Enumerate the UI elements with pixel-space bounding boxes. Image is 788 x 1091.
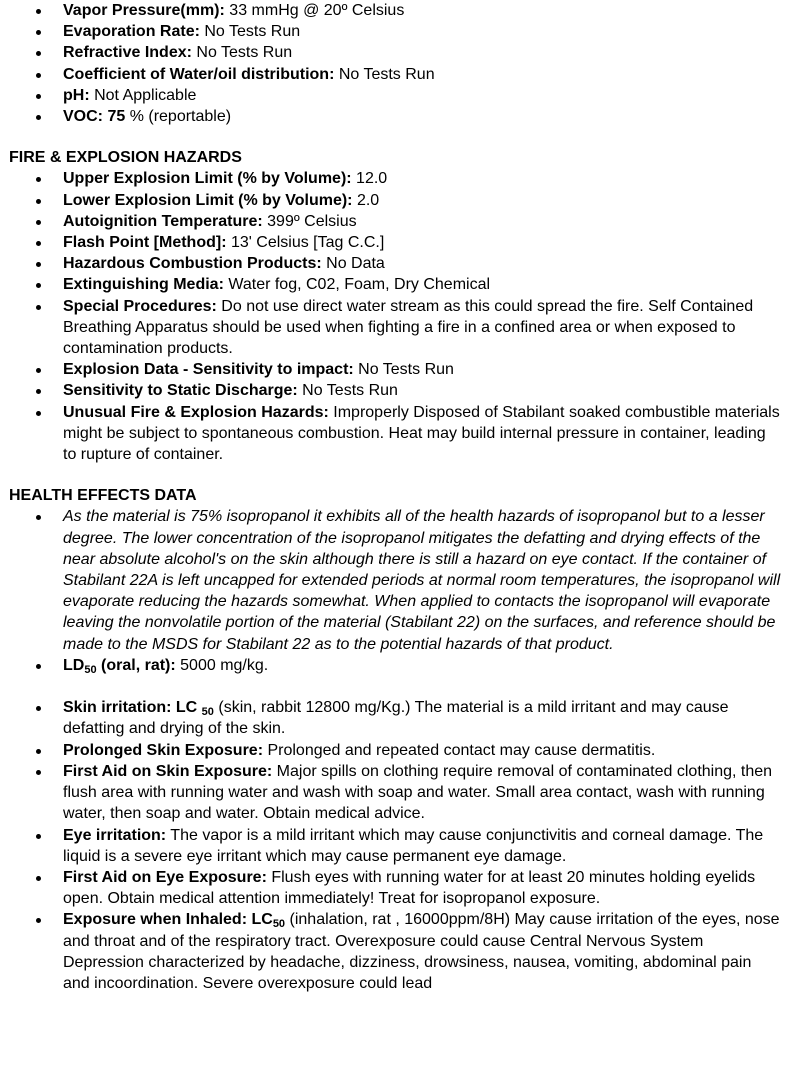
- bullet-icon: [36, 515, 41, 520]
- bullet-icon: [36, 770, 41, 775]
- bullet-icon: [36, 876, 41, 881]
- list-item: Autoignition Temperature: 399º Celsius: [0, 211, 788, 232]
- list-item: First Aid on Skin Exposure: Major spills on clothing require removal of contaminated clothing, then flush area with running water and wash with soap and water. Small area contact, wash with running water, then soap and water. Obtain medical advice.: [0, 761, 788, 825]
- list-item: Sensitivity to Static Discharge: No Tests Run: [0, 380, 788, 401]
- bullet-icon: [36, 199, 41, 204]
- fire-hazards-list: [0, 168, 788, 465]
- physical-properties-list: [0, 0, 788, 127]
- list-item: Vapor Pressure(mm): 33 mmHg @ 20º Celsius: [0, 0, 788, 21]
- bullet-icon: [36, 177, 41, 182]
- bullet-icon: [36, 368, 41, 373]
- section-heading-fire: FIRE & EXPLOSION HAZARDS: [9, 149, 242, 167]
- list-item: Eye irritation: The vapor is a mild irritant which may cause conjunctivitis and corneal damage. The liquid is a severe eye irritant which may cause permanent eye damage.: [0, 825, 788, 867]
- bullet-icon: [36, 749, 41, 754]
- list-item: pH: Not Applicable: [0, 85, 788, 106]
- list-item: Extinguishing Media: Water fog, C02, Foam, Dry Chemical: [0, 274, 788, 295]
- list-item: Prolonged Skin Exposure: Prolonged and repeated contact may cause dermatitis.: [0, 740, 788, 761]
- bullet-icon: [36, 51, 41, 56]
- bullet-icon: [36, 73, 41, 78]
- list-item: Hazardous Combustion Products: No Data: [0, 253, 788, 274]
- list-item: Lower Explosion Limit (% by Volume): 2.0: [0, 190, 788, 211]
- health-effects-list: [0, 506, 788, 994]
- list-item: $LD_{50}$ (oral, rat): 5000 mg/kg.: [0, 655, 788, 676]
- bullet-icon: [36, 305, 41, 310]
- list-item: Evaporation Rate: No Tests Run: [0, 21, 788, 42]
- bullet-icon: [36, 834, 41, 839]
- list-item: Exposure when Inhaled: $LC_{50}$ (inhalation, rat , 16000ppm/8H) May cause irritation of the eyes, nose and throat and of the respiratory tract. Overexposure could cause Central Nervous System Depression characterized by headache, dizziness, drowsiness, nausea, vomiting, abdominal pain and incoordination. Severe overexposure could lead: [0, 909, 788, 994]
- bullet-icon: [36, 115, 41, 120]
- list-item: Flash Point [Method]: 13' Celsius [Tag C.C.]: [0, 232, 788, 253]
- section-heading-health: HEALTH EFFECTS DATA: [9, 487, 197, 505]
- list-item: First Aid on Eye Exposure: Flush eyes with running water for at least 20 minutes holding eyelids open. Obtain medical attention immediately! Treat for isopropanol exposure.: [0, 867, 788, 909]
- bullet-icon: [36, 262, 41, 267]
- bullet-icon: [36, 94, 41, 99]
- bullet-icon: [36, 283, 41, 288]
- bullet-icon: [36, 664, 41, 669]
- bullet-icon: [36, 30, 41, 35]
- bullet-icon: [36, 389, 41, 394]
- bullet-icon: [36, 241, 41, 246]
- list-item: Skin irritation: LC $_{50}$ (skin, rabbit 12800 mg/Kg.) The material is a mild irritant and may cause defatting and drying of the skin.: [0, 697, 788, 739]
- list-item: As the material is 75% isopropanol it exhibits all of the health hazards of isopropanol but to a lesser degree. The lower concentration of the isopropanol mitigates the defatting and drying effects of the near absolute alcohol's on the skin although there is still a hazard on eye contact. If the container of Stabilant 22A is left uncapped for extended periods at normal room temperatures, the isopropanol will evaporate reducing the hazards somewhat. When applied to contacts the isopropanol will evaporate leaving the nonvolatile portion of the material (Stabilant 22) on the surfaces, and reference should be made to the MSDS for Stabilant 22 as to the potential hazards of that product.: [0, 506, 788, 654]
- list-item: Explosion Data - Sensitivity to impact: No Tests Run: [0, 359, 788, 380]
- list-item: Coefficient of Water/oil distribution: No Tests Run: [0, 64, 788, 85]
- bullet-icon: [36, 918, 41, 923]
- blank-line: [0, 676, 788, 697]
- bullet-icon: [36, 411, 41, 416]
- list-item: Upper Explosion Limit (% by Volume): 12.0: [0, 168, 788, 189]
- bullet-icon: [36, 220, 41, 225]
- list-item: Special Procedures: Do not use direct water stream as this could spread the fire. Self Contained Breathing Apparatus should be used when fighting a fire in a confined area or when exposed to contamination products.: [0, 296, 788, 360]
- list-item: VOC: 75 % (reportable): [0, 106, 788, 127]
- bullet-icon: [36, 9, 41, 14]
- list-item: Unusual Fire & Explosion Hazards: Improperly Disposed of Stabilant soaked combustible materials might be subject to spontaneous combustion. Heat may build internal pressure in container, leading to rupture of container.: [0, 402, 788, 466]
- bullet-icon: [36, 706, 41, 711]
- list-item: Refractive Index: No Tests Run: [0, 42, 788, 63]
